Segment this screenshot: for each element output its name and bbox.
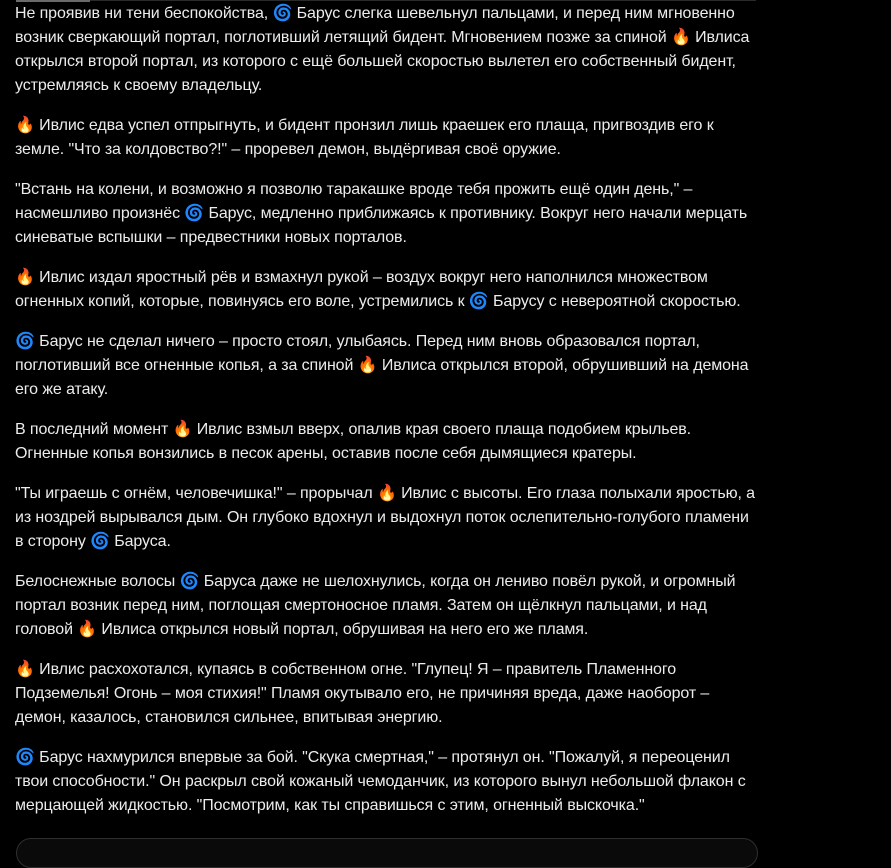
- message-paragraph: 🔥 Ивлис едва успел отпрыгнуть, и бидент пронзил лишь краешек его плаща, пригвоздив его к земле. "Что за колдовство?!" – проревел демон, выдёргивая своё оружие.: [15, 117, 714, 158]
- message-composer[interactable]: [16, 838, 758, 868]
- message-paragraph: "Встань на колени, и возможно я позволю таракашке вроде тебя прожить ещё один день," – насмешливо произнёс 🌀 Барус, медленно приближаясь к противнику. Вокруг него начали мерцать синеватые вспышки – предвестники новых порталов.: [15, 181, 748, 246]
- message-paragraph: В последний момент 🔥 Ивлис взмыл вверх, опалив края своего плаща подобием крыльев. Огненные копья вонзились в песок арены, оставив после себя дымящиеся кратеры.: [15, 421, 691, 462]
- divider: [16, 0, 756, 1]
- message-paragraph: 🔥 Ивлис издал яростный рёв и взмахнул рукой – воздух вокруг него наполнился множеством огненных копий, которые, повинуясь его воле, устремились к 🌀 Барусу с невероятной скоростью.: [15, 269, 741, 310]
- assistant-message: [15, 2, 757, 834]
- message-paragraph: Белоснежные волосы 🌀 Баруса даже не шелохнулись, когда он лениво повёл рукой, и огромный портал возник перед ним, поглощая смертоносное пламя. Затем он щёлкнул пальцами, и над головой 🔥 Ивлиса открылся новый портал, обрушивая на него его же пламя.: [15, 573, 736, 638]
- message-paragraph: "Ты играешь с огнём, человечишка!" – прорычал 🔥 Ивлис с высоты. Его глаза полыхали яростью, а из ноздрей вырывался дым. Он глубоко вдохнул и выдохнул поток ослепительно-голубого пламени в сторону 🌀 Баруса.: [15, 485, 755, 550]
- message-paragraph: 🌀 Барус нахмурился впервые за бой. "Скука смертная," – протянул он. "Пожалуй, я переоценил твои способности." Он раскрыл свой кожаный чемоданчик, из которого вынул небольшой флакон с мерцающей жидкостью. "Посмотрим, как ты справишься с этим, огненный выскочка.": [15, 749, 746, 814]
- message-paragraph: 🔥 Ивлис расхохотался, купаясь в собственном огне. "Глупец! Я – правитель Пламенного Подземелья! Огонь – моя стихия!" Пламя окутывало его, не причиняя вреда, даже наоборот – демон, казалось, становился сильнее, впитывая энергию.: [15, 661, 710, 726]
- message-paragraph: Не проявив ни тени беспокойства, 🌀 Барус слегка шевельнул пальцами, и перед ним мгновенно возник сверкающий портал, поглотивший летящий бидент. Мгновением позже за спиной 🔥 Ивлиса открылся второй портал, из которого с ещё большей скоростью вылетел его собственный бидент, устремляясь к своему владельцу.: [15, 5, 750, 94]
- message-paragraph: 🌀 Барус не сделал ничего – просто стоял, улыбаясь. Перед ним вновь образовался портал, поглотивший все огненные копья, а за спиной 🔥 Ивлиса открылся второй, обрушивший на демона его же атаку.: [15, 333, 749, 398]
